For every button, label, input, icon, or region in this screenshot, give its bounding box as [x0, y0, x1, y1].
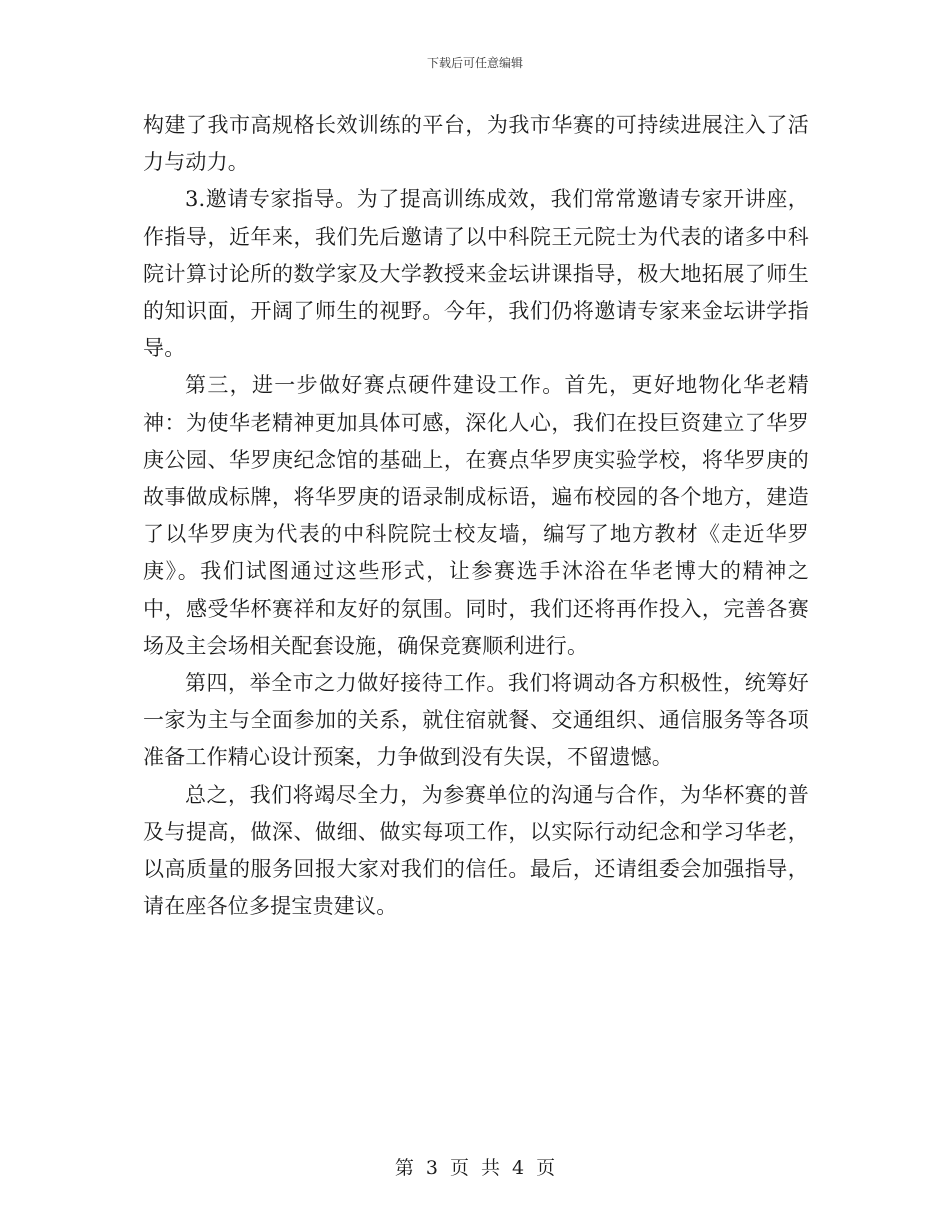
page-header-note: 下载后可任意编辑 — [426, 56, 523, 70]
page-number-footer: 第 3 页 共 4 页 — [394, 1157, 556, 1179]
paragraph-hardware-construction: 第三，进一步做好赛点硬件建设工作。首先，更好地物化华老精神：为使华老精神更加具体可感，深化人心，我们在投巨资建立了华罗庚公园、华罗庚纪念馆的基础上，在赛点华罗庚实验学校，将华罗庚的故事做成标牌，将华罗庚的语录制成标语，遍布校园的各个地方，建造了以华罗庚为代表的中科院院士校友墙，编写了地方教材《走近华罗庚》。我们试图通过这些形式，让参赛选手沐浴在华老博大的精神之中，感受华杯赛祥和友好的氛围。同时，我们还将再作投入，完善各赛场及主会场相关配套设施，确保竞赛顺利进行。 — [143, 373, 809, 658]
paragraph-expert-guidance: 3.邀请专家指导。为了提高训练成效，我们常常邀请专家开讲座，作指导，近年来，我们先后邀请了以中科院王元院士为代表的诸多中科院计算讨论所的数学家及大学教授来金坛讲课指导，极大地拓展了师生的知识面，开阔了师生的视野。今年，我们仍将邀请专家来金坛讲学指导。 — [143, 187, 809, 361]
paragraph-reception-work: 第四，举全市之力做好接待工作。我们将调动各方积极性，统筹好一家为主与全面参加的关系，就住宿就餐、交通组织、通信服务等各项准备工作精心设计预案，力争做到没有失误，不留遗憾。 — [143, 671, 809, 770]
document-body — [143, 107, 809, 925]
paragraph-conclusion: 总之，我们将竭尽全力，为参赛单位的沟通与合作，为华杯赛的普及与提高，做深、做细、做实每项工作，以实际行动纪念和学习华老，以高质量的服务回报大家对我们的信任。最后，还请组委会加强指导，请在座各位多提宝贵建议。 — [143, 782, 809, 919]
paragraph-continuation: 构建了我市高规格长效训练的平台，为我市华赛的可持续进展注入了活力与动力。 — [143, 113, 809, 175]
